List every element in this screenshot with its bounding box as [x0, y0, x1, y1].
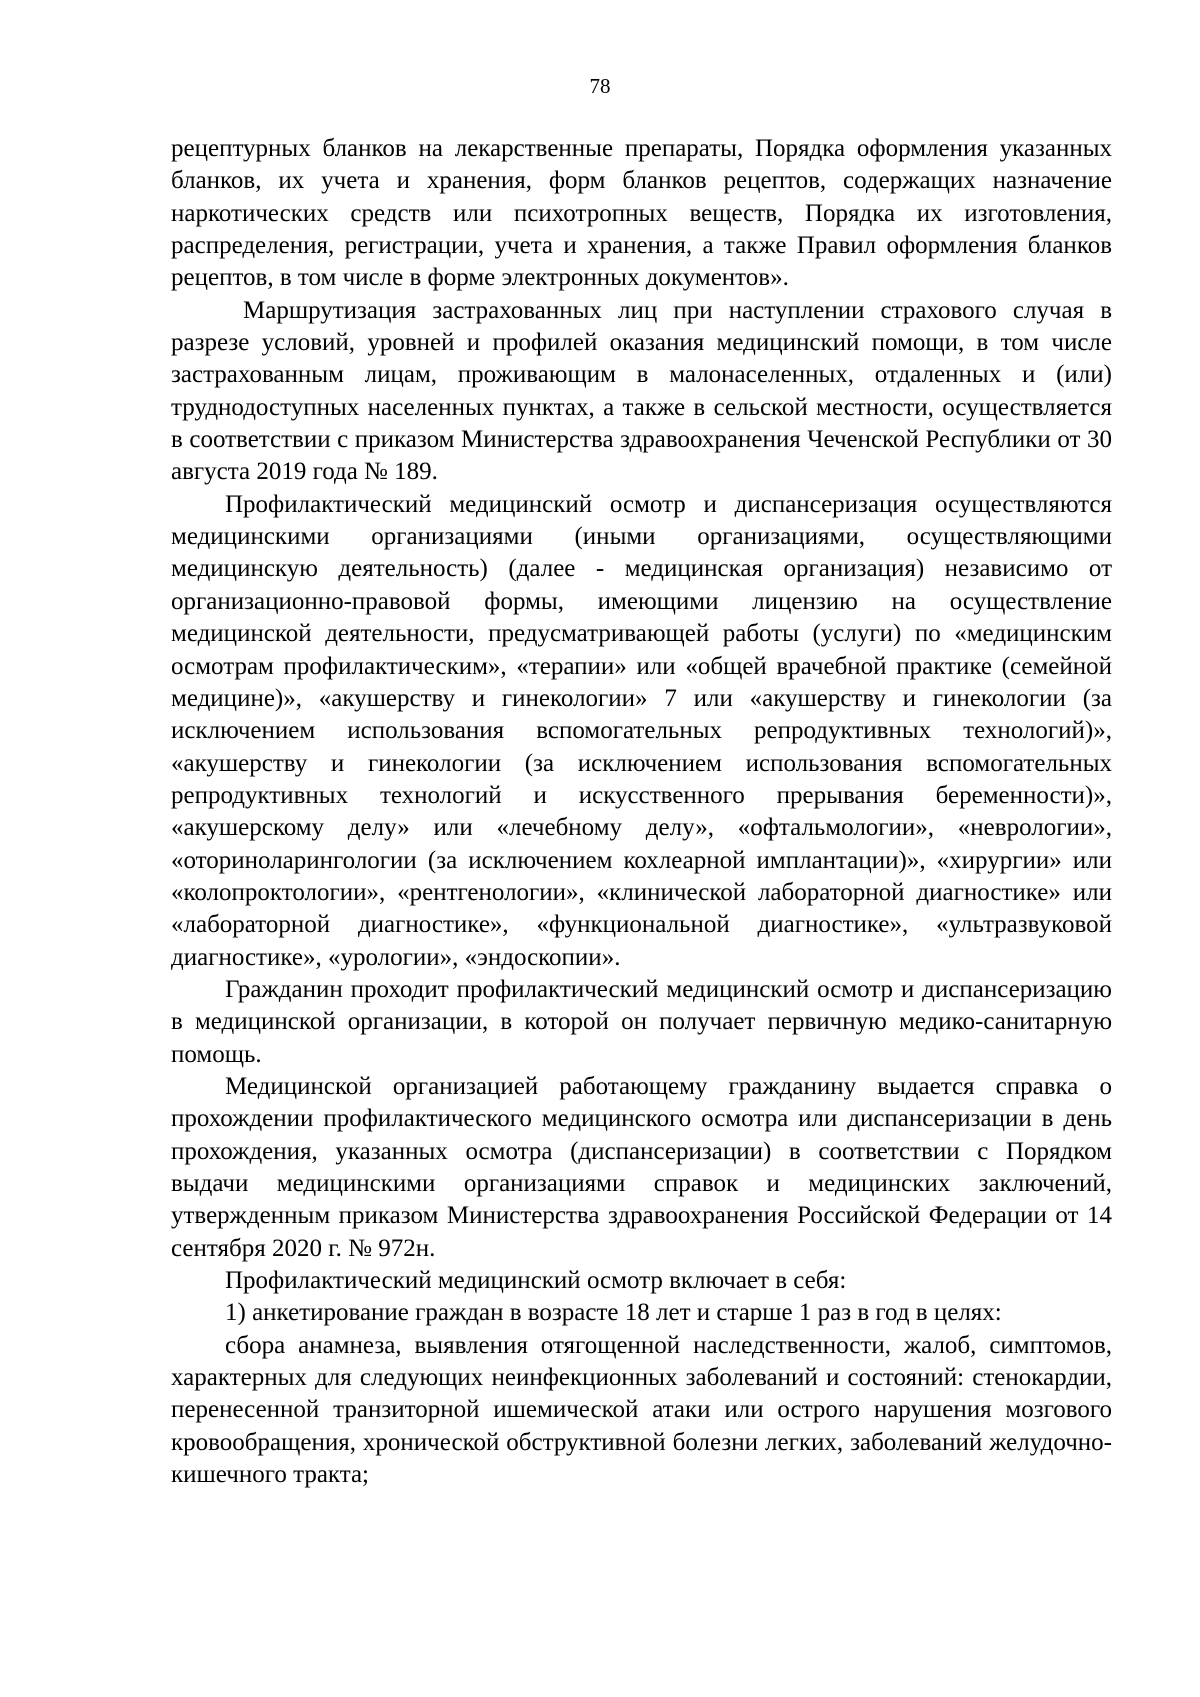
paragraph-recipe-forms: рецептурных бланков на лекарственные препараты, Порядка оформления указанных бланков, их учета и хранения, форм бланков рецептов, содержащих назначение наркотических средств или психотропных веществ, Порядка их изготовления, распределения, регистрации, учета и хранения, а также Правил оформления бланков рецептов, в том числе в форме электронных документов».: [171, 135, 1112, 292]
body-text: [171, 133, 1112, 1491]
paragraph-routing: Маршрутизация застрахованных лиц при наступлении страхового случая в разрезе условий, уровней и профилей оказания медицинский помощи, в том числе застрахованным лицам, проживающим в малонаселенных, отдаленных и (или) труднодоступных населенных пунктах, а также в сельской местности, осуществляется в соответствии с приказом Министерства здравоохранения Чеченской Республики от 30 августа 2019 года № 189.: [171, 296, 1112, 486]
paragraph-anamnesis: сбора анамнеза, выявления отягощенной наследственности, жалоб, симптомов, характерных для следующих неинфекционных заболеваний и состояний: стенокардии, перенесенной транзиторной ишемической атаки или острого нарушения мозгового кровообращения, хронической обструктивной болезни легких, заболеваний желудочно-кишечного тракта;: [171, 1331, 1112, 1489]
paragraph-preventive-exam-organizations: Профилактический медицинский осмотр и диспансеризация осуществляются медицинскими организациями (иными организациями, осуществляющими медицинскую деятельность) (далее - медицинская организация) независимо от организационно-правовой формы, имеющими лицензию на осуществление медицинской деятельности, предусматривающей работы (услуги) по «медицинским осмотрам профилактическим», «терапии» или «общей врачебной практике (семейной медицине)», «акушерству и гинекологии» 7 или «акушерству и гинекологии (за исключением использования вспомогательных репродуктивных технологий)», «акушерству и гинекологии (за исключением использования вспомогательных репродуктивных технологий и искусственного прерывания беременности)», «акушерскому делу» или «лечебному делу», «офтальмологии», «неврологии», «оториноларингологии (за исключением кохлеарной имплантации)», «хирургии» или «колопроктологии», «рентгенологии», «клинической лабораторной диагностике» или «лабораторной диагностике», «функциональной диагностике», «ультразвуковой диагностике», «урологии», «эндоскопии».: [171, 490, 1112, 971]
paragraph-citizen-exam: Гражданин проходит профилактический медицинский осмотр и диспансеризацию в медицинской организации, в которой он получает первичную медико-санитарную помощь.: [171, 975, 1112, 1068]
paragraph-certificate: Медицинской организацией работающему гражданину выдается справка о прохождении профилактического медицинского осмотра или диспансеризации в день прохождения, указанных осмотра (диспансеризации) в соответствии с Порядком выдачи медицинскими организациями справок и медицинских заключений, утвержденным приказом Министерства здравоохранения Российской Федерации от 14 сентября 2020 г. № 972н.: [171, 1072, 1112, 1262]
paragraph-exam-includes: Профилактический медицинский осмотр включает в себя:: [225, 1267, 847, 1295]
paragraph-questionnaire: 1) анкетирование граждан в возрасте 18 лет и старше 1 раз в год в целях:: [225, 1299, 1002, 1327]
page-number: 78: [589, 74, 611, 98]
